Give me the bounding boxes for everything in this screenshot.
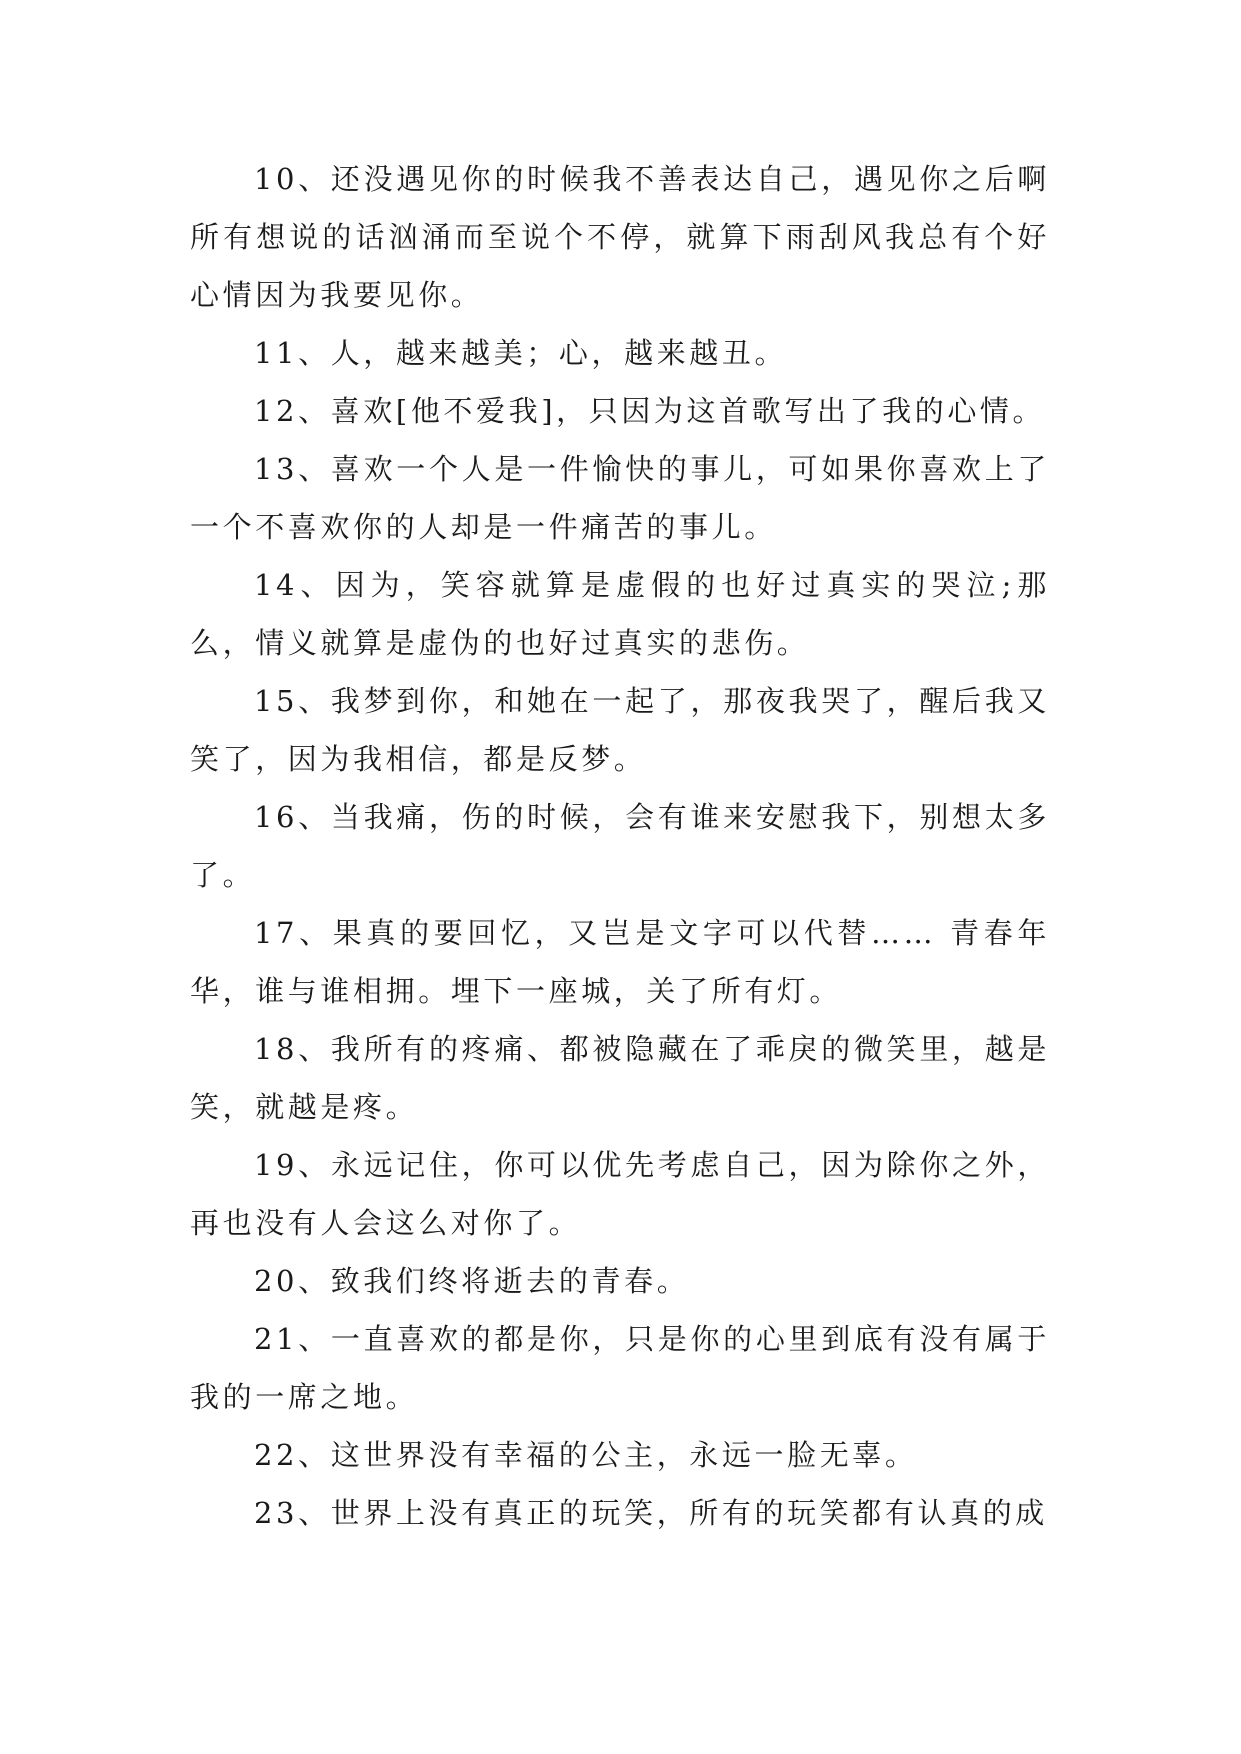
paragraph-14: 14、因为，笑容就算是虚假的也好过真实的哭泣;那么，情义就算是虚伪的也好过真实的悲伤。	[190, 568, 1050, 660]
paragraph-19: 19、永远记住，你可以优先考虑自己，因为除你之外，再也没有人会这么对你了。	[190, 1148, 1050, 1240]
document-body	[190, 150, 1050, 1542]
paragraph-12: 12、喜欢[他不爱我]，只因为这首歌写出了我的心情。	[254, 394, 1046, 428]
paragraph-11: 11、人，越来越美；心，越来越丑。	[254, 336, 788, 370]
paragraph-16: 16、当我痛，伤的时候，会有谁来安慰我下，别想太多了。	[190, 800, 1050, 892]
paragraph-15: 15、我梦到你，和她在一起了，那夜我哭了，醒后我又笑了，因为我相信，都是反梦。	[190, 684, 1050, 776]
paragraph-18: 18、我所有的疼痛、都被隐藏在了乖戾的微笑里，越是笑，就越是疼。	[190, 1032, 1050, 1124]
paragraph-20: 20、致我们终将逝去的青春。	[254, 1264, 690, 1298]
paragraph-10: 10、还没遇见你的时候我不善表达自己，遇见你之后啊所有想说的话汹涌而至说个不停，就算下雨刮风我总有个好心情因为我要见你。	[190, 162, 1050, 312]
paragraph-22: 22、这世界没有幸福的公主，永远一脸无辜。	[254, 1438, 918, 1472]
paragraph-21: 21、一直喜欢的都是你，只是你的心里到底有没有属于我的一席之地。	[190, 1322, 1050, 1414]
paragraph-13: 13、喜欢一个人是一件愉快的事儿，可如果你喜欢上了一个不喜欢你的人却是一件痛苦的事儿。	[190, 452, 1050, 544]
paragraph-17: 17、果真的要回忆，又岂是文字可以代替…… 青春年华，谁与谁相拥。埋下一座城，关了所有灯。	[190, 916, 1050, 1008]
paragraph-23: 23、世界上没有真正的玩笑，所有的玩笑都有认真的成	[254, 1496, 1048, 1530]
